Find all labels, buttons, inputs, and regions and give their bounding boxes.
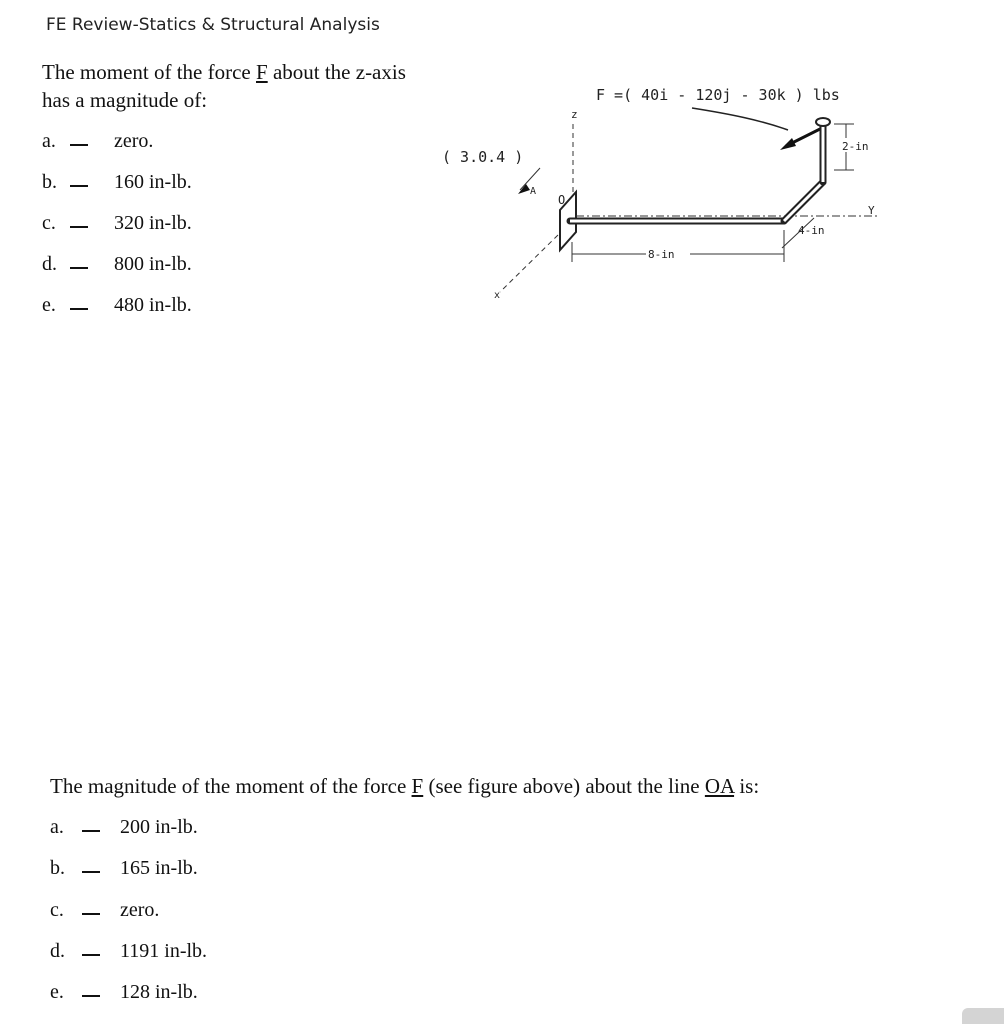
option-value: 1191 in-lb. bbox=[120, 940, 208, 962]
answer-blank bbox=[70, 226, 88, 228]
point-a-label: A bbox=[530, 186, 537, 197]
question-1-text bbox=[42, 58, 422, 114]
option-letter: a. bbox=[50, 816, 64, 838]
z-axis-label: z bbox=[571, 108, 578, 121]
dimension-2-in: 2-in bbox=[842, 140, 869, 153]
q2-line-oa: OA bbox=[704, 774, 735, 798]
q1-suffix: about the z-axis has a magnitude of: bbox=[42, 60, 406, 112]
answer-blank bbox=[82, 830, 100, 832]
q1-force-symbol: F bbox=[256, 60, 268, 84]
answer-blank bbox=[70, 144, 88, 146]
origin-label: O bbox=[558, 193, 566, 207]
option-value: 800 in-lb. bbox=[114, 253, 192, 275]
option-value: 480 in-lb. bbox=[114, 294, 192, 316]
y-axis-label: Y bbox=[868, 204, 875, 217]
q2-middle: (see figure above) about the line bbox=[423, 774, 705, 798]
option-letter: a. bbox=[42, 130, 56, 152]
force-vector-label: F =( 40i - 120j - 30k ) lbs bbox=[596, 86, 840, 104]
force-arrowhead-icon bbox=[780, 138, 796, 150]
q2-force-symbol: F bbox=[411, 774, 424, 798]
answer-blank bbox=[82, 871, 100, 873]
option-letter: b. bbox=[42, 171, 57, 193]
dimension-8-in: 8-in bbox=[648, 248, 675, 261]
answer-blank bbox=[70, 185, 88, 187]
q2-suffix: is: bbox=[734, 774, 760, 798]
option-letter: c. bbox=[42, 212, 56, 234]
question-2-text bbox=[50, 772, 930, 800]
answer-blank bbox=[70, 308, 88, 310]
x-axis-label: x bbox=[494, 290, 501, 301]
x-axis-line bbox=[500, 235, 558, 292]
scrollbar-thumb[interactable] bbox=[962, 1008, 1004, 1024]
option-letter: b. bbox=[50, 857, 65, 879]
rod-tip bbox=[816, 118, 830, 126]
point-a-coordinates: ( 3.0.4 ) bbox=[442, 148, 524, 166]
option-value: 320 in-lb. bbox=[114, 212, 192, 234]
bent-rod-figure bbox=[430, 70, 880, 330]
option-value: 160 in-lb. bbox=[114, 171, 192, 193]
q2-prefix: The magnitude of the moment of the force bbox=[50, 774, 412, 798]
option-value: 165 in-lb. bbox=[120, 857, 198, 879]
option-letter: d. bbox=[50, 940, 65, 962]
option-letter: e. bbox=[50, 981, 64, 1003]
rod-segment-x-highlight bbox=[784, 182, 823, 221]
answer-blank bbox=[82, 995, 100, 997]
option-letter: e. bbox=[42, 294, 56, 316]
option-value: zero. bbox=[114, 130, 154, 152]
q1-prefix: The moment of the force bbox=[42, 60, 256, 84]
option-letter: c. bbox=[50, 899, 64, 921]
dimension-4-in: 4-in bbox=[798, 224, 825, 237]
option-value: 128 in-lb. bbox=[120, 981, 198, 1003]
option-value: 200 in-lb. bbox=[120, 816, 198, 838]
answer-blank bbox=[70, 267, 88, 269]
force-leader-line bbox=[692, 108, 788, 130]
option-letter: d. bbox=[42, 253, 57, 275]
document-header: FE Review-Statics & Structural Analysis bbox=[46, 15, 380, 35]
answer-blank bbox=[82, 913, 100, 915]
option-value: zero. bbox=[120, 899, 160, 921]
answer-blank bbox=[82, 954, 100, 956]
